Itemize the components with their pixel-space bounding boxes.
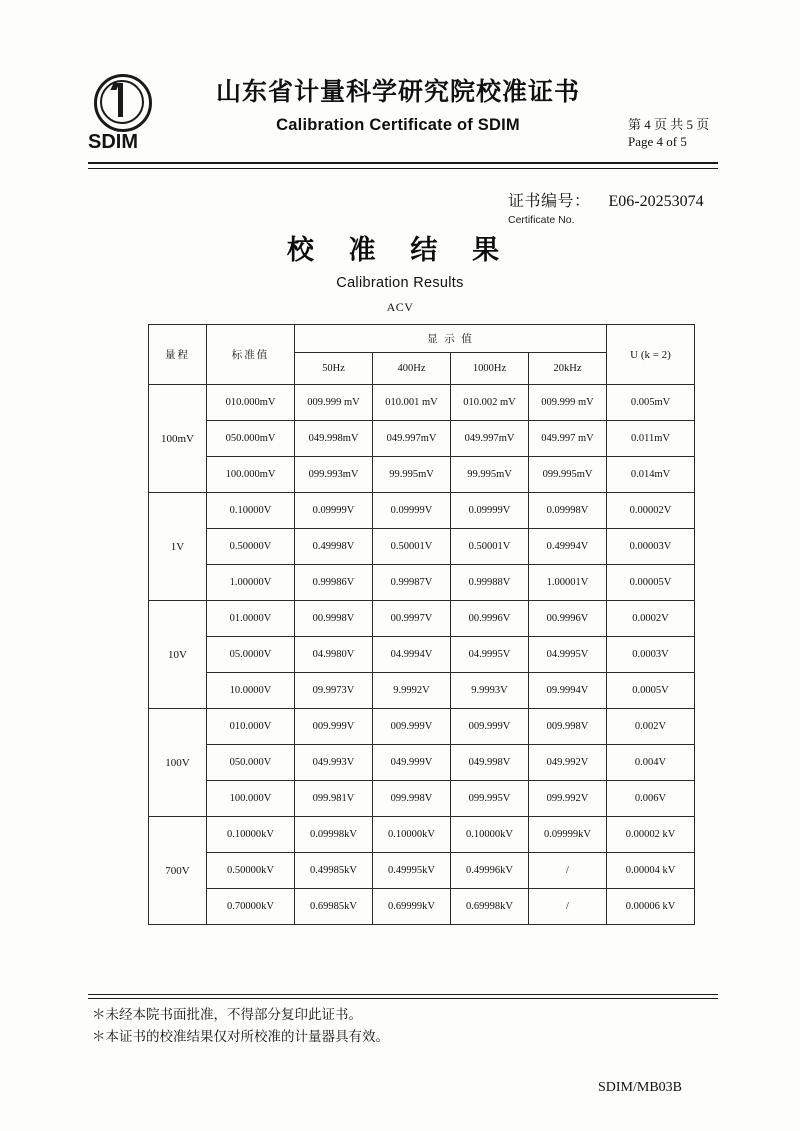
value-1000hz: 00.9996V <box>451 601 529 637</box>
value-20khz: 00.9996V <box>529 601 607 637</box>
value-400hz: 049.999V <box>373 745 451 781</box>
value-20khz: 049.997 mV <box>529 421 607 457</box>
table-row <box>149 709 695 745</box>
value-1000hz: 9.9993V <box>451 673 529 709</box>
value-50hz: 049.998mV <box>295 421 373 457</box>
value-400hz: 009.999V <box>373 709 451 745</box>
table-row <box>149 421 695 457</box>
logo-text: SDIM <box>88 131 138 153</box>
value-400hz: 0.69999kV <box>373 889 451 925</box>
uncertainty-cell: 0.011mV <box>607 421 695 457</box>
table-row <box>149 457 695 493</box>
value-400hz: 00.9997V <box>373 601 451 637</box>
table-row <box>149 601 695 637</box>
table-row <box>149 385 695 421</box>
table-row <box>149 817 695 853</box>
table-row <box>149 529 695 565</box>
value-50hz: 0.09999V <box>295 493 373 529</box>
table-row <box>149 889 695 925</box>
header-uncertainty: U (k = 2) <box>607 325 695 385</box>
value-20khz: 099.992V <box>529 781 607 817</box>
uncertainty-cell: 0.00006 kV <box>607 889 695 925</box>
header-freq-400hz: 400Hz <box>373 353 451 385</box>
table-row <box>149 673 695 709</box>
document-header <box>88 72 718 158</box>
value-20khz: 0.09998V <box>529 493 607 529</box>
certificate-number-value: E06-20253074 <box>608 193 704 210</box>
value-20khz: 1.00001V <box>529 565 607 601</box>
value-400hz: 099.998V <box>373 781 451 817</box>
title-chinese: 山东省计量科学研究院校准证书 <box>215 79 580 106</box>
value-400hz: 0.50001V <box>373 529 451 565</box>
certificate-number-block <box>508 188 758 226</box>
value-1000hz: 010.002 mV <box>451 385 529 421</box>
title-english: Calibration Certificate of SDIM <box>276 116 520 134</box>
sdim-seal-icon <box>88 74 166 152</box>
uncertainty-cell: 0.0005V <box>607 673 695 709</box>
range-cell: 100V <box>149 709 207 817</box>
header-standard-value: 标准值 <box>207 325 295 385</box>
value-20khz: / <box>529 853 607 889</box>
uncertainty-cell: 0.00003V <box>607 529 695 565</box>
standard-cell: 05.0000V <box>207 637 295 673</box>
value-50hz: 099.993mV <box>295 457 373 493</box>
certificate-number-label-en: Certificate No. <box>508 214 575 226</box>
header-display-value: 显 示 值 <box>295 325 607 353</box>
standard-cell: 0.50000kV <box>207 853 295 889</box>
page-number <box>628 116 709 150</box>
value-1000hz: 0.49996kV <box>451 853 529 889</box>
value-400hz: 0.10000kV <box>373 817 451 853</box>
uncertainty-cell: 0.00002V <box>607 493 695 529</box>
section-heading-chinese: 校 准 结 果 <box>286 235 514 265</box>
table-row <box>149 637 695 673</box>
page-number-english: Page 4 of 5 <box>628 134 687 149</box>
header-range: 量程 <box>149 325 207 385</box>
value-1000hz: 0.10000kV <box>451 817 529 853</box>
value-1000hz: 009.999V <box>451 709 529 745</box>
standard-cell: 050.000mV <box>207 421 295 457</box>
value-1000hz: 99.995mV <box>451 457 529 493</box>
note-line-1: ＊未经本院书面批准，不得部分复印此证书。 <box>92 1007 362 1022</box>
value-1000hz: 0.69998kV <box>451 889 529 925</box>
value-400hz: 04.9994V <box>373 637 451 673</box>
uncertainty-cell: 0.00002 kV <box>607 817 695 853</box>
note-line-2: ＊本证书的校准结果仅对所校准的计量器具有效。 <box>92 1029 389 1044</box>
standard-cell: 010.000V <box>207 709 295 745</box>
value-20khz: 009.998V <box>529 709 607 745</box>
standard-cell: 10.0000V <box>207 673 295 709</box>
value-400hz: 049.997mV <box>373 421 451 457</box>
uncertainty-cell: 0.00005V <box>607 565 695 601</box>
uncertainty-cell: 0.00004 kV <box>607 853 695 889</box>
certificate-number-label: 证书编号： <box>508 193 591 210</box>
header-freq-50hz: 50Hz <box>295 353 373 385</box>
value-400hz: 0.49995kV <box>373 853 451 889</box>
value-50hz: 009.999 mV <box>295 385 373 421</box>
standard-cell: 0.10000V <box>207 493 295 529</box>
standard-cell: 100.000V <box>207 781 295 817</box>
value-20khz: / <box>529 889 607 925</box>
value-50hz: 0.99986V <box>295 565 373 601</box>
page-title <box>188 72 608 135</box>
standard-cell: 0.70000kV <box>207 889 295 925</box>
table-row <box>149 565 695 601</box>
range-cell: 100mV <box>149 385 207 493</box>
uncertainty-cell: 0.005mV <box>607 385 695 421</box>
value-1000hz: 0.99988V <box>451 565 529 601</box>
standard-cell: 0.50000V <box>207 529 295 565</box>
value-20khz: 049.992V <box>529 745 607 781</box>
value-400hz: 0.09999V <box>373 493 451 529</box>
value-50hz: 09.9973V <box>295 673 373 709</box>
value-50hz: 049.993V <box>295 745 373 781</box>
range-cell: 700V <box>149 817 207 925</box>
value-20khz: 099.995mV <box>529 457 607 493</box>
value-20khz: 09.9994V <box>529 673 607 709</box>
value-50hz: 0.09998kV <box>295 817 373 853</box>
uncertainty-cell: 0.0002V <box>607 601 695 637</box>
value-20khz: 04.9995V <box>529 637 607 673</box>
standard-cell: 1.00000V <box>207 565 295 601</box>
function-label: ACV <box>386 300 414 314</box>
standard-cell: 100.000mV <box>207 457 295 493</box>
table-row <box>149 853 695 889</box>
table-row <box>149 781 695 817</box>
uncertainty-cell: 0.002V <box>607 709 695 745</box>
value-50hz: 0.49998V <box>295 529 373 565</box>
uncertainty-cell: 0.0003V <box>607 637 695 673</box>
uncertainty-cell: 0.004V <box>607 745 695 781</box>
section-heading <box>0 228 800 291</box>
section-heading-english: Calibration Results <box>336 275 464 291</box>
value-1000hz: 049.998V <box>451 745 529 781</box>
value-400hz: 0.99987V <box>373 565 451 601</box>
range-cell: 1V <box>149 493 207 601</box>
footer-notes <box>92 1004 389 1048</box>
value-50hz: 04.9980V <box>295 637 373 673</box>
value-20khz: 009.999 mV <box>529 385 607 421</box>
standard-cell: 050.000V <box>207 745 295 781</box>
standard-cell: 01.0000V <box>207 601 295 637</box>
standard-cell: 010.000mV <box>207 385 295 421</box>
value-1000hz: 04.9995V <box>451 637 529 673</box>
value-20khz: 0.49994V <box>529 529 607 565</box>
document-code: SDIM/MB03B <box>598 1080 683 1095</box>
standard-cell: 0.10000kV <box>207 817 295 853</box>
footer-divider <box>88 994 718 999</box>
value-50hz: 0.49985kV <box>295 853 373 889</box>
value-1000hz: 099.995V <box>451 781 529 817</box>
header-freq-1000hz: 1000Hz <box>451 353 529 385</box>
value-1000hz: 0.50001V <box>451 529 529 565</box>
value-20khz: 0.09999kV <box>529 817 607 853</box>
range-cell: 10V <box>149 601 207 709</box>
value-1000hz: 049.997mV <box>451 421 529 457</box>
value-50hz: 099.981V <box>295 781 373 817</box>
value-400hz: 99.995mV <box>373 457 451 493</box>
page-number-chinese: 第 4 页 共 5 页 <box>628 117 710 132</box>
value-50hz: 00.9998V <box>295 601 373 637</box>
table-header-row-1 <box>149 325 695 353</box>
table-row <box>149 493 695 529</box>
value-400hz: 010.001 mV <box>373 385 451 421</box>
uncertainty-cell: 0.006V <box>607 781 695 817</box>
header-freq-20khz: 20kHz <box>529 353 607 385</box>
uncertainty-cell: 0.014mV <box>607 457 695 493</box>
value-1000hz: 0.09999V <box>451 493 529 529</box>
table-row <box>149 745 695 781</box>
value-400hz: 9.9992V <box>373 673 451 709</box>
header-divider <box>88 162 718 169</box>
calibration-results-table <box>148 324 695 925</box>
value-50hz: 0.69985kV <box>295 889 373 925</box>
value-50hz: 009.999V <box>295 709 373 745</box>
